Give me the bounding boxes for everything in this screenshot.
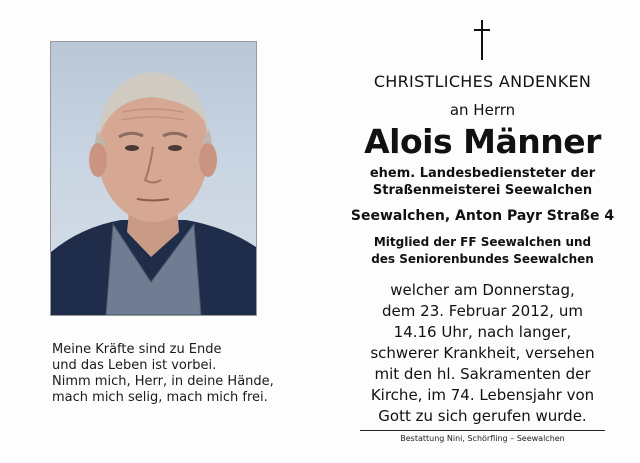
death-notice-line: dem 23. Februar 2012, um [382,302,583,320]
death-notice-line: mit den hl. Sakramenten der [374,365,591,383]
poem-line: mach mich selig, mach mich frei. [52,390,268,405]
divider [360,430,605,431]
occupation-line: ehem. Landesbediensteter der [369,166,596,181]
poem-line: und das Leben ist vorbei. [52,358,217,373]
death-notice-line: Gott zu sich gerufen wurde. [378,407,587,425]
poem-line: Nimm mich, Herr, in deine Hände, [52,374,274,389]
funeral-home: Bestattung Nini, Schörfling – Seewalchen [400,434,565,443]
occupation-line: Straßenmeisterei Seewalchen [372,183,593,198]
death-notice-line: Kirche, im 74. Lebensjahr von [370,386,595,404]
address: Seewalchen, Anton Payr Straße 4 [350,208,615,224]
death-notice-line: 14.16 Uhr, nach langer, [393,323,572,341]
portrait-photo [50,41,257,316]
card-heading: CHRISTLICHES ANDENKEN [373,72,592,91]
poem-line: Meine Kräfte sind zu Ende [52,342,222,357]
death-notice-line: welcher am Donnerstag, [390,281,575,299]
salutation: an Herrn [449,101,516,119]
cross-icon [471,20,495,60]
deceased-name: Alois Männer [364,122,601,161]
death-notice-line: schwerer Krankheit, versehen [370,344,595,362]
membership-line: Mitglied der FF Seewalchen und [373,235,592,249]
membership-line: des Seniorenbundes Seewalchen [371,252,594,266]
death-notice [330,280,635,427]
poem [52,342,282,406]
